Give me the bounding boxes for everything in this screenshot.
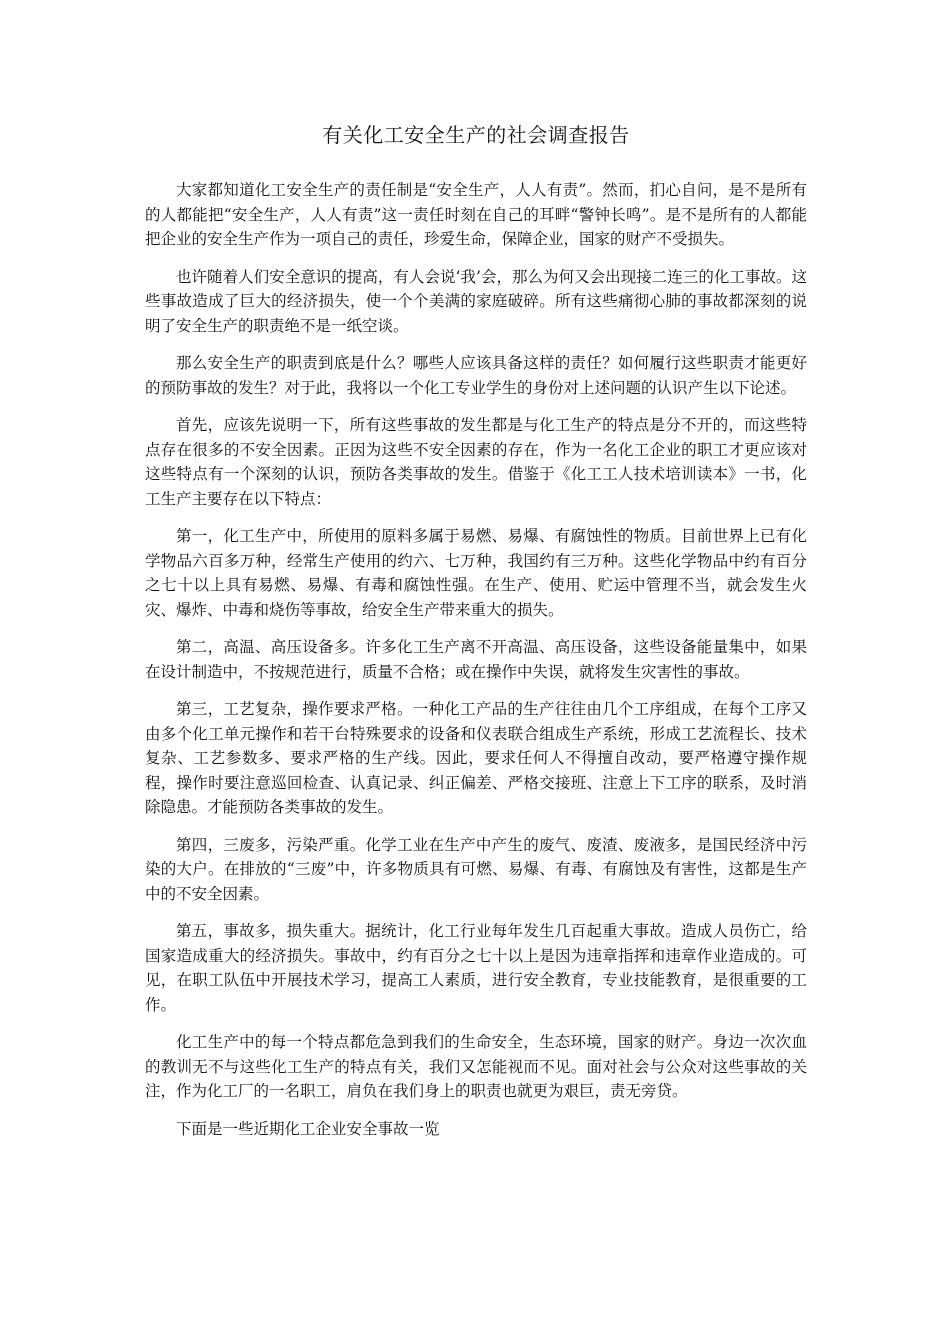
paragraph-accident-list-intro: 下面是一些近期化工企业安全事故一览 [176, 1119, 440, 1138]
paragraph-conclusion: 化工生产中的每一个特点都危急到我们的生命安全，生态环境，国家的财产。身边一次次血的教训无不与这些化工生产的特点有关，我们又怎能视而不见。面对社会与公众对这些事故的关注，作为化工厂的一名职工，肩负在我们身上的职责也就更为艰巨，责无旁贷。 [145, 1033, 807, 1100]
paragraph-intro: 大家都知道化工安全生产的责任制是“安全生产，人人有责”。然而，扪心自问，是不是所有的人都能把“安全生产，人人有责”这一责任时刻在自己的耳畔“警钟长鸣”。是不是所有的人都能把企业的安全生产作为一项自己的责任，珍爱生命，保障企业，国家的财产不受损失。 [145, 181, 807, 248]
paragraph-questions: 那么安全生产的职责到底是什么？哪些人应该具备这样的责任？如何履行这些职责才能更好的预防事故的发生？对于此，我将以一个化工专业学生的身份对上述问题的认识产生以下论述。 [145, 354, 807, 397]
document-body [145, 120, 807, 1154]
paragraph-safety-awareness: 也许随着人们安全意识的提高，有人会说‘我’会，那么为何又会出现接二连三的化工事故。这些事故造成了巨大的经济损失，使一个个美满的家庭破碎。所有这些痛彻心肺的事故都深刻的说明了安全生产的职责绝不是一纸空谈。 [145, 267, 807, 335]
document-title: 有关化工安全生产的社会调查报告 [322, 123, 630, 147]
paragraph-point-two: 第二，高温、高压设备多。许多化工生产离不开高温、高压设备，这些设备能量集中，如果在设计制造中，不按规范进行，质量不合格；或在操作中失误，就将发生灾害性的事故。 [145, 638, 807, 681]
paragraph-point-one: 第一，化工生产中，所使用的原料多属于易燃、易爆、有腐蚀性的物质。目前世界上已有化学物品六百多万种，经常生产使用的约六、七万种，我国约有三万种。这些化学物品中约有百分之七十以上具有易燃、易爆、有毒和腐蚀性强。在生产、使用、贮运中管理不当，就会发生火灾、爆炸、中毒和烧伤等事故，给安全生产带来重大的损失。 [145, 527, 807, 619]
paragraph-point-three: 第三，工艺复杂，操作要求严格。一种化工产品的生产往往由几个工序组成，在每个工序又由多个化工单元操作和若干台特殊要求的设备和仪表联合组成生产系统，形成工艺流程长、技术复杂、工艺参数多、要求严格的生产线。因此，要求任何人不得擅自改动，要严格遵守操作规程，操作时要注意巡回检查、认真记录、纠正偏差、严格交接班、注意上下工序的联系，及时消除隐患。才能预防各类事故的发生。 [145, 700, 807, 816]
paragraph-characteristics-intro: 首先，应该先说明一下，所有这些事故的发生都是与化工生产的特点是分不开的，而这些特点存在很多的不安全因素。正因为这些不安全因素的存在，作为一名化工企业的职工才更应该对这些特点有一个深刻的认识，预防各类事故的发生。借鉴于《化工工人技术培训读本》一书，化工生产主要存在以下特点： [145, 416, 807, 508]
paragraph-point-five: 第五，事故多，损失重大。据统计，化工行业每年发生几百起重大事故。造成人员伤亡，给国家造成重大的经济损失。事故中，约有百分之七十以上是因为违章指挥和违章作业造成的。可见，在职工队伍中开展技术学习，提高工人素质，进行安全教育，专业技能教育，是很重要的工作。 [145, 922, 807, 1014]
paragraph-point-four: 第四，三废多，污染严重。化学工业在生产中产生的废气、废渣、废液多，是国民经济中污染的大户。在排放的“三废”中，许多物质具有可燃、易爆、有毒、有腐蚀及有害性，这都是生产中的不安全因素。 [145, 835, 807, 903]
